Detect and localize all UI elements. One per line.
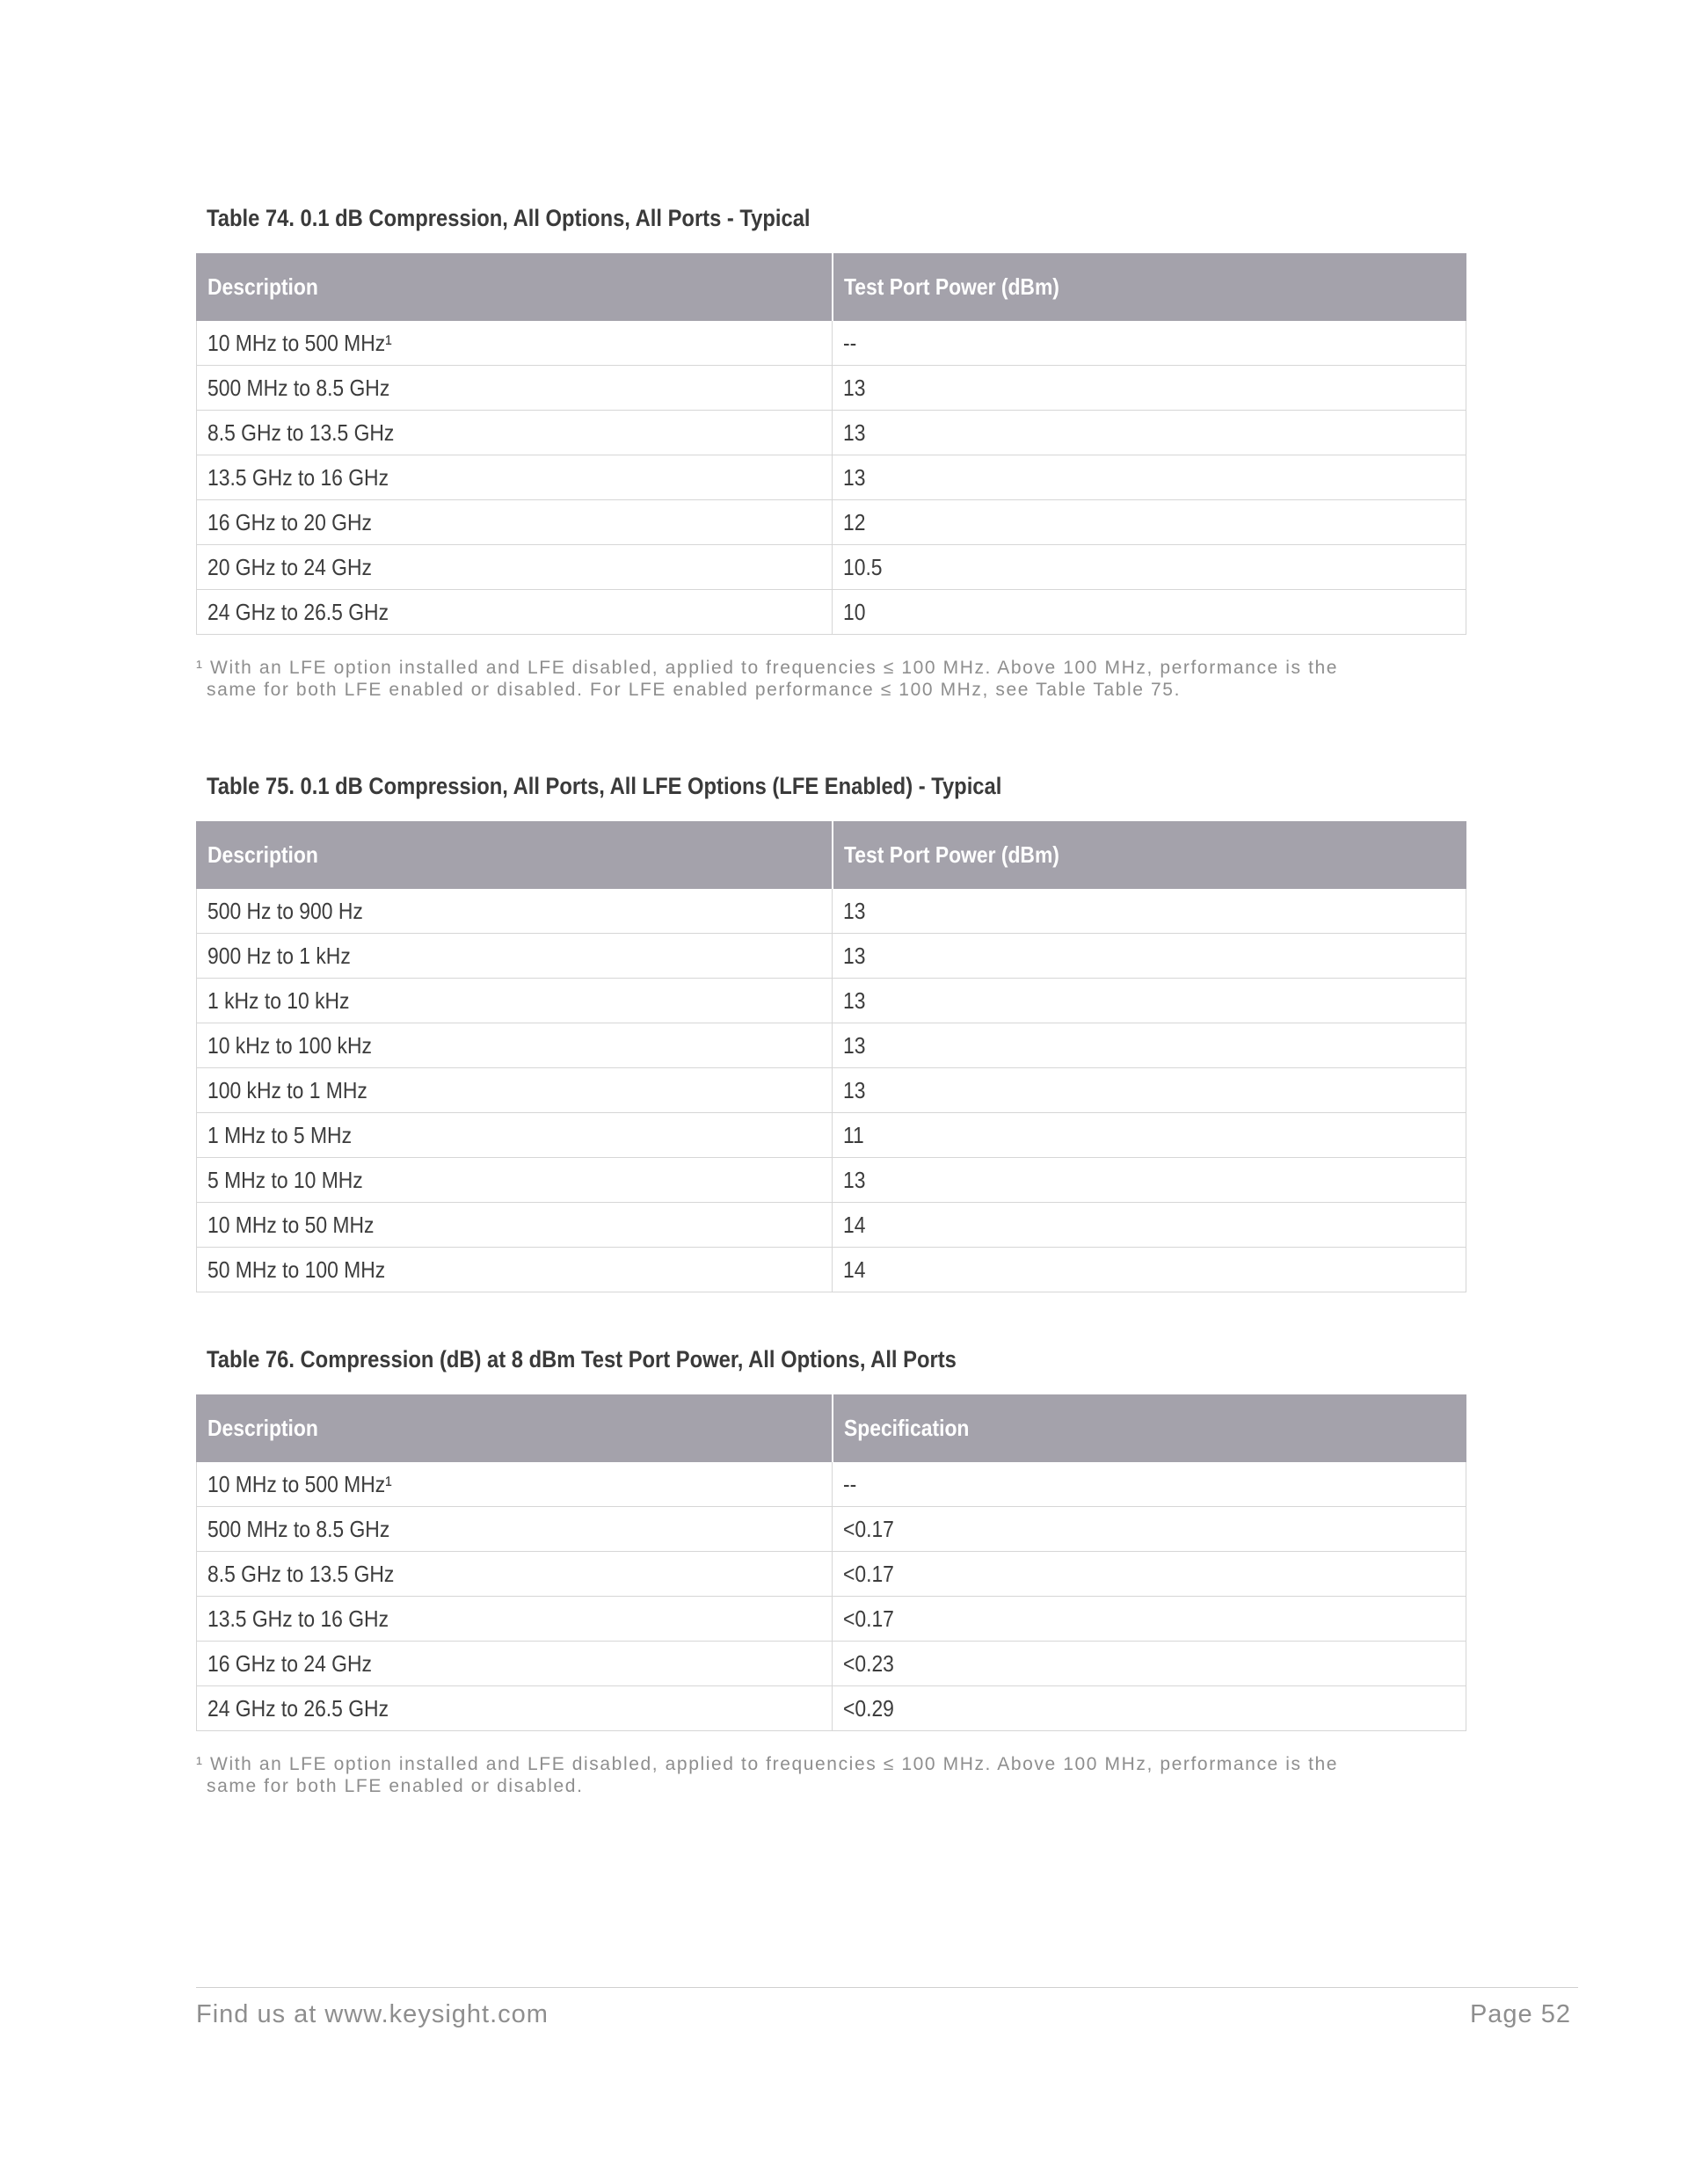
table-row bbox=[197, 1462, 1466, 1507]
table-75-title: Table 75. 0.1 dB Compression, All Ports, All LFE Options (LFE Enabled) - Typical bbox=[207, 773, 1002, 799]
table-row bbox=[197, 1507, 1466, 1552]
page-footer bbox=[196, 1987, 1578, 2028]
table-row bbox=[197, 366, 1466, 411]
table-74-title: Table 74. 0.1 dB Compression, All Options, All Ports - Typical bbox=[207, 205, 811, 231]
cell-description: 24 GHz to 26.5 GHz bbox=[197, 590, 833, 635]
table-row bbox=[197, 1023, 1466, 1068]
cell-value: <0.29 bbox=[833, 1686, 1466, 1731]
footnote-line: ¹ With an LFE option installed and LFE disabled, applied to frequencies ≤ 100 MHz. Above 100 MHz, performance is the bbox=[196, 1754, 1339, 1774]
cell-value: <0.17 bbox=[833, 1507, 1466, 1552]
cell-value: 10.5 bbox=[833, 545, 1466, 590]
table-row bbox=[197, 1642, 1466, 1686]
header-description: Description bbox=[197, 1395, 833, 1462]
table-74-footnote bbox=[196, 657, 1466, 701]
cell-description: 10 MHz to 500 MHz¹ bbox=[197, 1462, 833, 1507]
cell-value: <0.17 bbox=[833, 1552, 1466, 1597]
header-test-port-power: Test Port Power (dBm) bbox=[833, 822, 1466, 889]
cell-description: 13.5 GHz to 16 GHz bbox=[197, 1597, 833, 1642]
cell-description: 16 GHz to 24 GHz bbox=[197, 1642, 833, 1686]
cell-value: -- bbox=[833, 1462, 1466, 1507]
cell-value: 13 bbox=[833, 1023, 1466, 1068]
table-header-row bbox=[197, 1395, 1466, 1462]
header-description: Description bbox=[197, 254, 833, 321]
cell-description: 1 kHz to 10 kHz bbox=[197, 979, 833, 1023]
cell-description: 500 MHz to 8.5 GHz bbox=[197, 1507, 833, 1552]
cell-value: 13 bbox=[833, 1158, 1466, 1203]
table-row bbox=[197, 1552, 1466, 1597]
cell-description: 5 MHz to 10 MHz bbox=[197, 1158, 833, 1203]
cell-value: 13 bbox=[833, 411, 1466, 455]
page-content bbox=[196, 195, 1466, 1797]
table-75 bbox=[196, 821, 1466, 1292]
cell-description: 8.5 GHz to 13.5 GHz bbox=[197, 411, 833, 455]
cell-value: 14 bbox=[833, 1203, 1466, 1248]
footer-website-link[interactable]: Find us at www.keysight.com bbox=[196, 2000, 549, 2028]
cell-value: -- bbox=[833, 321, 1466, 366]
cell-description: 100 kHz to 1 MHz bbox=[197, 1068, 833, 1113]
table-row bbox=[197, 1203, 1466, 1248]
table-row bbox=[197, 889, 1466, 934]
table-76 bbox=[196, 1394, 1466, 1731]
cell-value: 13 bbox=[833, 366, 1466, 411]
cell-description: 900 Hz to 1 kHz bbox=[197, 934, 833, 979]
footnote-line: ¹ With an LFE option installed and LFE disabled, applied to frequencies ≤ 100 MHz. Above 100 MHz, performance is the bbox=[196, 658, 1339, 678]
cell-value: 14 bbox=[833, 1248, 1466, 1292]
table-76-title: Table 76. Compression (dB) at 8 dBm Test Port Power, All Options, All Ports bbox=[207, 1346, 957, 1372]
header-specification: Specification bbox=[833, 1395, 1466, 1462]
cell-value: 13 bbox=[833, 934, 1466, 979]
cell-description: 24 GHz to 26.5 GHz bbox=[197, 1686, 833, 1731]
table-row bbox=[197, 1597, 1466, 1642]
cell-description: 1 MHz to 5 MHz bbox=[197, 1113, 833, 1158]
cell-value: 11 bbox=[833, 1113, 1466, 1158]
cell-value: 13 bbox=[833, 889, 1466, 934]
cell-value: <0.23 bbox=[833, 1642, 1466, 1686]
footer-page-number: Page 52 bbox=[1469, 2000, 1571, 2028]
cell-description: 8.5 GHz to 13.5 GHz bbox=[197, 1552, 833, 1597]
cell-description: 13.5 GHz to 16 GHz bbox=[197, 455, 833, 500]
table-row bbox=[197, 1686, 1466, 1731]
table-row bbox=[197, 1248, 1466, 1292]
cell-value: 13 bbox=[833, 979, 1466, 1023]
cell-description: 10 kHz to 100 kHz bbox=[197, 1023, 833, 1068]
cell-value: 13 bbox=[833, 455, 1466, 500]
table-row bbox=[197, 455, 1466, 500]
table-row bbox=[197, 590, 1466, 635]
table-row bbox=[197, 500, 1466, 545]
cell-description: 10 MHz to 50 MHz bbox=[197, 1203, 833, 1248]
footnote-line: same for both LFE enabled or disabled. For LFE enabled performance ≤ 100 MHz, see Table Table 75. bbox=[207, 680, 1182, 700]
table-row bbox=[197, 545, 1466, 590]
header-description: Description bbox=[197, 822, 833, 889]
cell-description: 20 GHz to 24 GHz bbox=[197, 545, 833, 590]
table-header-row bbox=[197, 254, 1466, 321]
cell-description: 16 GHz to 20 GHz bbox=[197, 500, 833, 545]
cell-description: 50 MHz to 100 MHz bbox=[197, 1248, 833, 1292]
header-test-port-power: Test Port Power (dBm) bbox=[833, 254, 1466, 321]
table-row bbox=[197, 979, 1466, 1023]
table-row bbox=[197, 321, 1466, 366]
cell-description: 10 MHz to 500 MHz¹ bbox=[197, 321, 833, 366]
cell-value: <0.17 bbox=[833, 1597, 1466, 1642]
table-row bbox=[197, 934, 1466, 979]
cell-value: 12 bbox=[833, 500, 1466, 545]
table-row bbox=[197, 1068, 1466, 1113]
table-row bbox=[197, 1158, 1466, 1203]
table-76-footnote bbox=[196, 1753, 1466, 1797]
table-74 bbox=[196, 253, 1466, 635]
table-header-row bbox=[197, 822, 1466, 889]
table-row bbox=[197, 1113, 1466, 1158]
cell-value: 10 bbox=[833, 590, 1466, 635]
table-row bbox=[197, 411, 1466, 455]
cell-description: 500 Hz to 900 Hz bbox=[197, 889, 833, 934]
cell-description: 500 MHz to 8.5 GHz bbox=[197, 366, 833, 411]
cell-value: 13 bbox=[833, 1068, 1466, 1113]
footnote-line: same for both LFE enabled or disabled. bbox=[207, 1776, 584, 1796]
